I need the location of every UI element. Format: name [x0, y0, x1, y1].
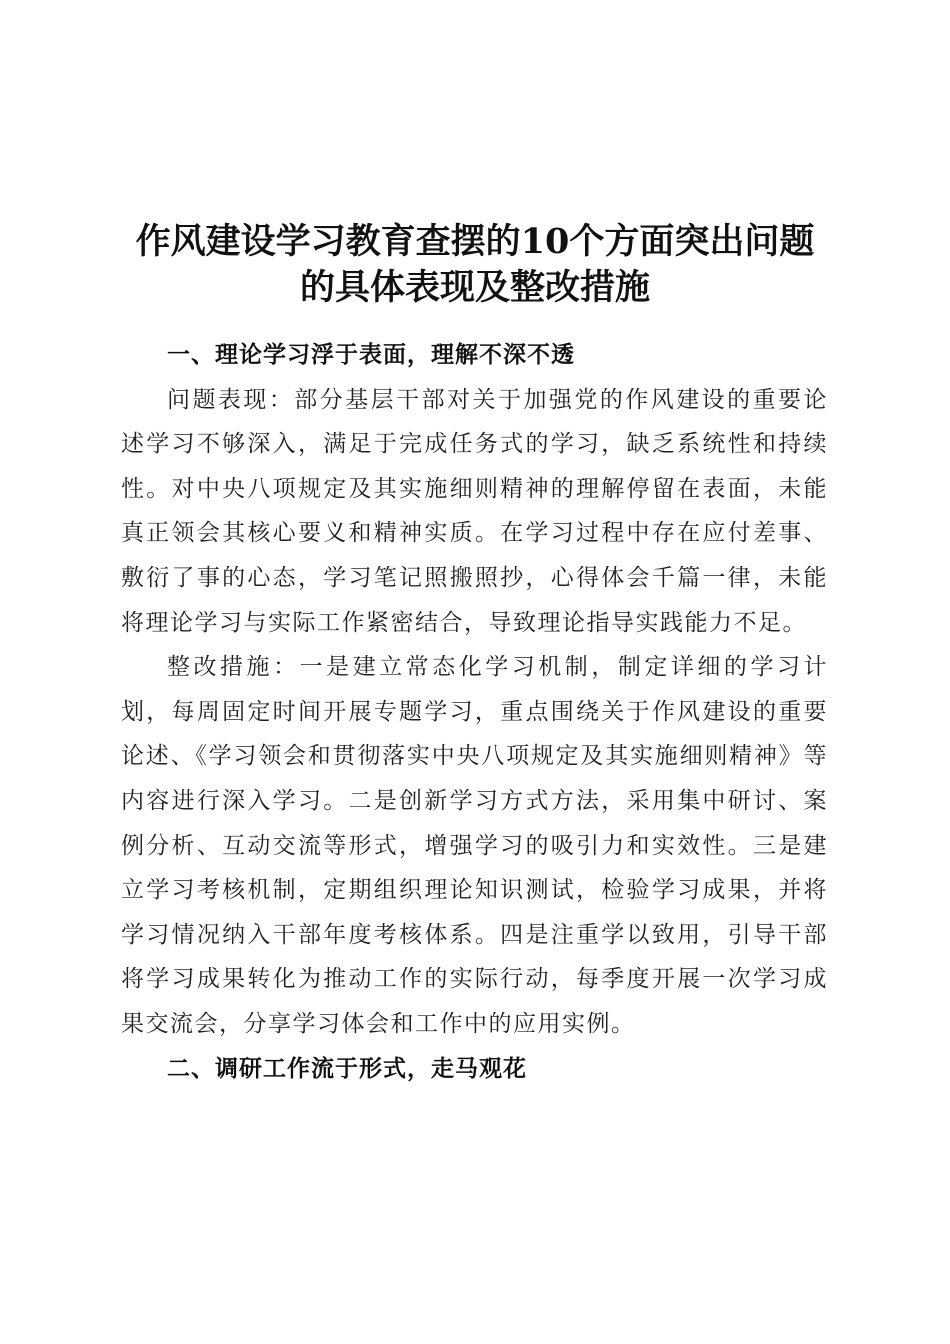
section-1-heading: 一、理论学习浮于表面，理解不深不透	[167, 342, 575, 368]
document-title	[0, 219, 950, 311]
section-1-measures-paragraph: 整改措施：一是建立常态化学习机制，制定详细的学习计划，每周固定时间开展专题学习，重点围绕关于作风建设的重要论述、《学习领会和贯彻落实中央八项规定及其实施细则精神》等内容进行深入学习。二是创新学习方式方法，采用集中研讨、案例分析、互动交流等形式，增强学习的吸引力和实效性。三是建立学习考核机制，定期组织理论知识测试，检验学习成果，并将学习情况纳入干部年度考核体系。四是注重学以致用，引导干部将学习成果转化为推动工作的实际行动，每季度开展一次学习成果交流会，分享学习体会和工作中的应用实例。	[121, 654, 828, 1037]
document-body	[121, 333, 828, 1091]
section-2-heading: 二、调研工作流于形式，走马观花	[167, 1055, 527, 1082]
title-line-1: 作风建设学习教育查摆的10个方面突出问题	[135, 221, 815, 263]
section-1-problem-paragraph: 问题表现：部分基层干部对关于加强党的作风建设的重要论述学习不够深入，满足于完成任务式的学习，缺乏系统性和持续性。对中央八项规定及其实施细则精神的理解停留在表面，未能真正领会其核心要义和精神实质。在学习过程中存在应付差事、敷衍了事的心态，学习笔记照搬照抄，心得体会千篇一律，未能将理论学习与实际工作紧密结合，导致理论指导实践能力不足。	[121, 386, 828, 636]
title-line-2: 的具体表现及整改措施	[299, 267, 650, 309]
